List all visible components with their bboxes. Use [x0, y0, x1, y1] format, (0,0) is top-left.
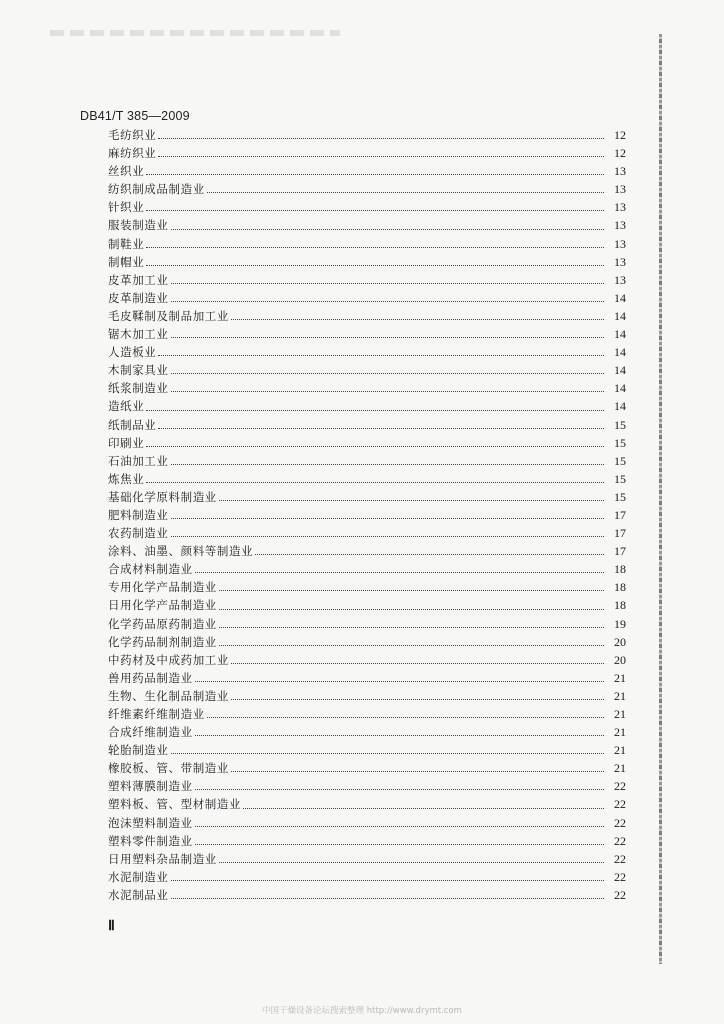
toc-entry-page: 14 [614, 308, 626, 323]
toc-entry-title: 合成纤维制造业 [108, 725, 193, 740]
toc-entry[interactable] [108, 795, 626, 813]
toc-entry[interactable] [108, 741, 626, 759]
toc-entry-page: 14 [614, 381, 626, 396]
toc-dot-leader [146, 265, 604, 266]
toc-entry[interactable] [108, 759, 626, 777]
toc-entry-title: 塑料薄膜制造业 [108, 779, 193, 794]
toc-entry[interactable] [108, 832, 626, 850]
toc-entry-page: 13 [614, 236, 626, 251]
toc-entry[interactable] [108, 651, 626, 669]
toc-entry-page: 17 [614, 544, 626, 559]
toc-entry[interactable] [108, 434, 626, 452]
toc-entry-title: 塑料零件制造业 [108, 833, 193, 848]
toc-entry-title: 毛皮鞣制及制品加工业 [108, 308, 229, 323]
toc-entry-page: 22 [614, 815, 626, 830]
toc-dot-leader [171, 391, 605, 392]
toc-dot-leader [219, 609, 604, 610]
toc-entry-page: 14 [614, 327, 626, 342]
toc-dot-leader [231, 663, 604, 664]
toc-entry-title: 农药制造业 [108, 526, 169, 541]
toc-entry-title: 造纸业 [108, 399, 145, 414]
toc-dot-leader [171, 898, 605, 899]
toc-dot-leader [158, 355, 604, 356]
toc-entry-title: 涂料、油墨、颜料等制造业 [108, 544, 254, 559]
toc-entry-page: 14 [614, 363, 626, 378]
toc-entry-page: 12 [614, 128, 626, 142]
toc-entry-page: 18 [614, 598, 626, 613]
toc-dot-leader [243, 808, 604, 809]
toc-entry-title: 皮革制造业 [108, 290, 169, 305]
toc-entry-page: 20 [614, 652, 626, 667]
toc-entry[interactable] [108, 669, 626, 687]
toc-dot-leader [207, 717, 604, 718]
toc-entry[interactable] [108, 578, 626, 596]
toc-entry[interactable] [108, 777, 626, 795]
toc-entry[interactable] [108, 379, 626, 397]
toc-entry-page: 22 [614, 869, 626, 884]
toc-dot-leader [171, 283, 605, 284]
toc-entry[interactable] [108, 343, 626, 361]
toc-entry-page: 18 [614, 580, 626, 595]
toc-entry[interactable] [108, 325, 626, 343]
toc-entry-title: 兽用药品制造业 [108, 670, 193, 685]
toc-entry[interactable] [108, 633, 626, 651]
toc-dot-leader [146, 410, 604, 411]
toc-dot-leader [195, 826, 604, 827]
toc-entry-title: 肥料制造业 [108, 507, 169, 522]
toc-entry-page: 15 [614, 489, 626, 504]
toc-entry[interactable] [108, 307, 626, 325]
toc-entry-title: 专用化学产品制造业 [108, 580, 217, 595]
toc-dot-leader [171, 753, 605, 754]
toc-dot-leader [195, 844, 604, 845]
toc-entry-title: 橡胶板、管、带制造业 [108, 761, 229, 776]
toc-entry-page: 13 [614, 218, 626, 233]
toc-entry-page: 13 [614, 182, 626, 197]
toc-entry[interactable] [108, 180, 626, 198]
scan-smudge [50, 30, 340, 36]
toc-entry-page: 21 [614, 707, 626, 721]
toc-entry-title: 基础化学原料制造业 [108, 489, 217, 504]
toc-dot-leader [231, 771, 604, 772]
toc-entry[interactable] [108, 361, 626, 379]
toc-dot-leader [195, 789, 604, 790]
toc-entry-page: 20 [614, 634, 626, 649]
toc-entry-page: 21 [614, 688, 626, 703]
toc-entry-title: 合成材料制造业 [108, 562, 193, 577]
toc-entry-page: 14 [614, 399, 626, 414]
toc-entry[interactable] [108, 814, 626, 832]
footer-watermark: 中国干燥设备论坛搜索整理 http://www.drymt.com [262, 1006, 462, 1016]
toc-dot-leader [171, 301, 605, 302]
toc-dot-leader [195, 572, 604, 573]
toc-entry[interactable] [108, 235, 626, 253]
toc-entry-title: 化学药品制剂制造业 [108, 634, 217, 649]
toc-entry-title: 中药材及中成药加工业 [108, 652, 229, 667]
toc-entry[interactable] [108, 868, 626, 886]
toc-entry-title: 麻纺织业 [108, 146, 157, 161]
toc-entry-title: 丝织业 [108, 164, 145, 179]
scan-binding-edge [659, 34, 662, 964]
toc-entry-page: 13 [614, 200, 626, 215]
toc-entry-page: 19 [614, 616, 626, 631]
toc-entry[interactable] [108, 542, 626, 560]
toc-entry-page: 22 [614, 887, 626, 902]
toc-entry[interactable] [108, 452, 626, 470]
toc-entry-title: 塑料板、管、型材制造业 [108, 797, 242, 812]
toc-entry-page: 22 [614, 851, 626, 866]
toc-entry-title: 生物、生化制品制造业 [108, 688, 229, 703]
toc-entry[interactable] [108, 850, 626, 868]
toc-dot-leader [195, 681, 604, 682]
toc-entry-title: 木制家具业 [108, 363, 169, 378]
toc-entry[interactable] [108, 271, 626, 289]
toc-entry-page: 15 [614, 417, 626, 432]
toc-entry-title: 印刷业 [108, 435, 145, 450]
toc-dot-leader [231, 319, 604, 320]
toc-dot-leader [219, 862, 604, 863]
toc-entry[interactable] [108, 615, 626, 633]
page-number: Ⅱ [108, 919, 115, 934]
toc-entry[interactable] [108, 687, 626, 705]
toc-entry[interactable] [108, 723, 626, 741]
toc-entry-page: 14 [614, 290, 626, 305]
toc-dot-leader [171, 229, 605, 230]
toc-dot-leader [158, 428, 604, 429]
toc-entry-page: 17 [614, 526, 626, 541]
toc-dot-leader [219, 590, 604, 591]
toc-dot-leader [207, 192, 604, 193]
toc-entry-title: 纺织制成品制造业 [108, 182, 205, 197]
toc-entry[interactable] [108, 289, 626, 307]
toc-entry-title: 制帽业 [108, 254, 145, 269]
toc-entry-title: 制鞋业 [108, 236, 145, 251]
toc-entry-title: 轮胎制造业 [108, 743, 169, 758]
toc-dot-leader [146, 482, 604, 483]
toc-entry-title: 水泥制造业 [108, 869, 169, 884]
table-of-contents [108, 126, 626, 904]
toc-dot-leader [158, 156, 604, 157]
toc-entry-title: 人造板业 [108, 345, 157, 360]
toc-dot-leader [171, 464, 605, 465]
toc-entry[interactable] [108, 126, 626, 144]
toc-entry-title: 石油加工业 [108, 453, 169, 468]
toc-entry[interactable] [108, 397, 626, 415]
toc-entry[interactable] [108, 253, 626, 271]
toc-dot-leader [171, 880, 605, 881]
toc-entry-title: 化学药品原药制造业 [108, 616, 217, 631]
toc-dot-leader [219, 500, 604, 501]
toc-entry-title: 纸浆制造业 [108, 381, 169, 396]
toc-entry-page: 21 [614, 761, 626, 776]
toc-entry[interactable] [108, 560, 626, 578]
toc-dot-leader [158, 138, 604, 139]
toc-entry-title: 服装制造业 [108, 218, 169, 233]
toc-dot-leader [195, 735, 604, 736]
toc-entry-page: 13 [614, 164, 626, 179]
toc-entry-page: 15 [614, 453, 626, 468]
toc-entry[interactable] [108, 705, 626, 723]
toc-entry[interactable] [108, 198, 626, 216]
toc-entry[interactable] [108, 470, 626, 488]
toc-entry[interactable] [108, 144, 626, 162]
toc-entry[interactable] [108, 886, 626, 904]
toc-dot-leader [146, 446, 604, 447]
toc-entry[interactable] [108, 162, 626, 180]
toc-dot-leader [171, 373, 605, 374]
toc-entry-page: 13 [614, 254, 626, 269]
toc-entry-title: 纸制品业 [108, 417, 157, 432]
toc-entry-title: 水泥制品业 [108, 887, 169, 902]
toc-dot-leader [231, 699, 604, 700]
toc-entry-page: 21 [614, 743, 626, 758]
toc-dot-leader [255, 554, 604, 555]
toc-entry[interactable] [108, 488, 626, 506]
toc-entry-title: 纤维素纤维制造业 [108, 707, 205, 721]
toc-entry-title: 毛纺织业 [108, 128, 157, 142]
toc-dot-leader [219, 645, 604, 646]
toc-dot-leader [146, 210, 604, 211]
toc-dot-leader [171, 337, 605, 338]
document-code: DB41/T 385—2009 [80, 109, 190, 123]
toc-entry-page: 15 [614, 435, 626, 450]
toc-dot-leader [146, 174, 604, 175]
toc-entry-title: 皮革加工业 [108, 272, 169, 287]
toc-entry-title: 炼焦业 [108, 471, 145, 486]
toc-entry-page: 18 [614, 562, 626, 577]
toc-entry-page: 13 [614, 272, 626, 287]
toc-entry-page: 15 [614, 471, 626, 486]
toc-entry-page: 21 [614, 725, 626, 740]
toc-entry[interactable] [108, 416, 626, 434]
toc-dot-leader [171, 536, 605, 537]
toc-entry-page: 21 [614, 670, 626, 685]
toc-entry[interactable] [108, 506, 626, 524]
toc-entry-page: 22 [614, 797, 626, 812]
toc-entry-title: 泡沫塑料制造业 [108, 815, 193, 830]
toc-entry-title: 针织业 [108, 200, 145, 215]
toc-dot-leader [146, 247, 604, 248]
toc-entry-title: 日用化学产品制造业 [108, 598, 217, 613]
toc-entry-page: 17 [614, 507, 626, 522]
toc-entry-page: 22 [614, 833, 626, 848]
toc-entry[interactable] [108, 216, 626, 234]
toc-entry-page: 14 [614, 345, 626, 360]
toc-entry[interactable] [108, 596, 626, 614]
toc-entry-title: 锯木加工业 [108, 327, 169, 342]
toc-dot-leader [219, 627, 604, 628]
toc-entry-page: 12 [614, 146, 626, 161]
toc-entry-page: 22 [614, 779, 626, 794]
toc-entry-title: 日用塑料杂品制造业 [108, 851, 217, 866]
toc-dot-leader [171, 518, 605, 519]
toc-entry[interactable] [108, 524, 626, 542]
